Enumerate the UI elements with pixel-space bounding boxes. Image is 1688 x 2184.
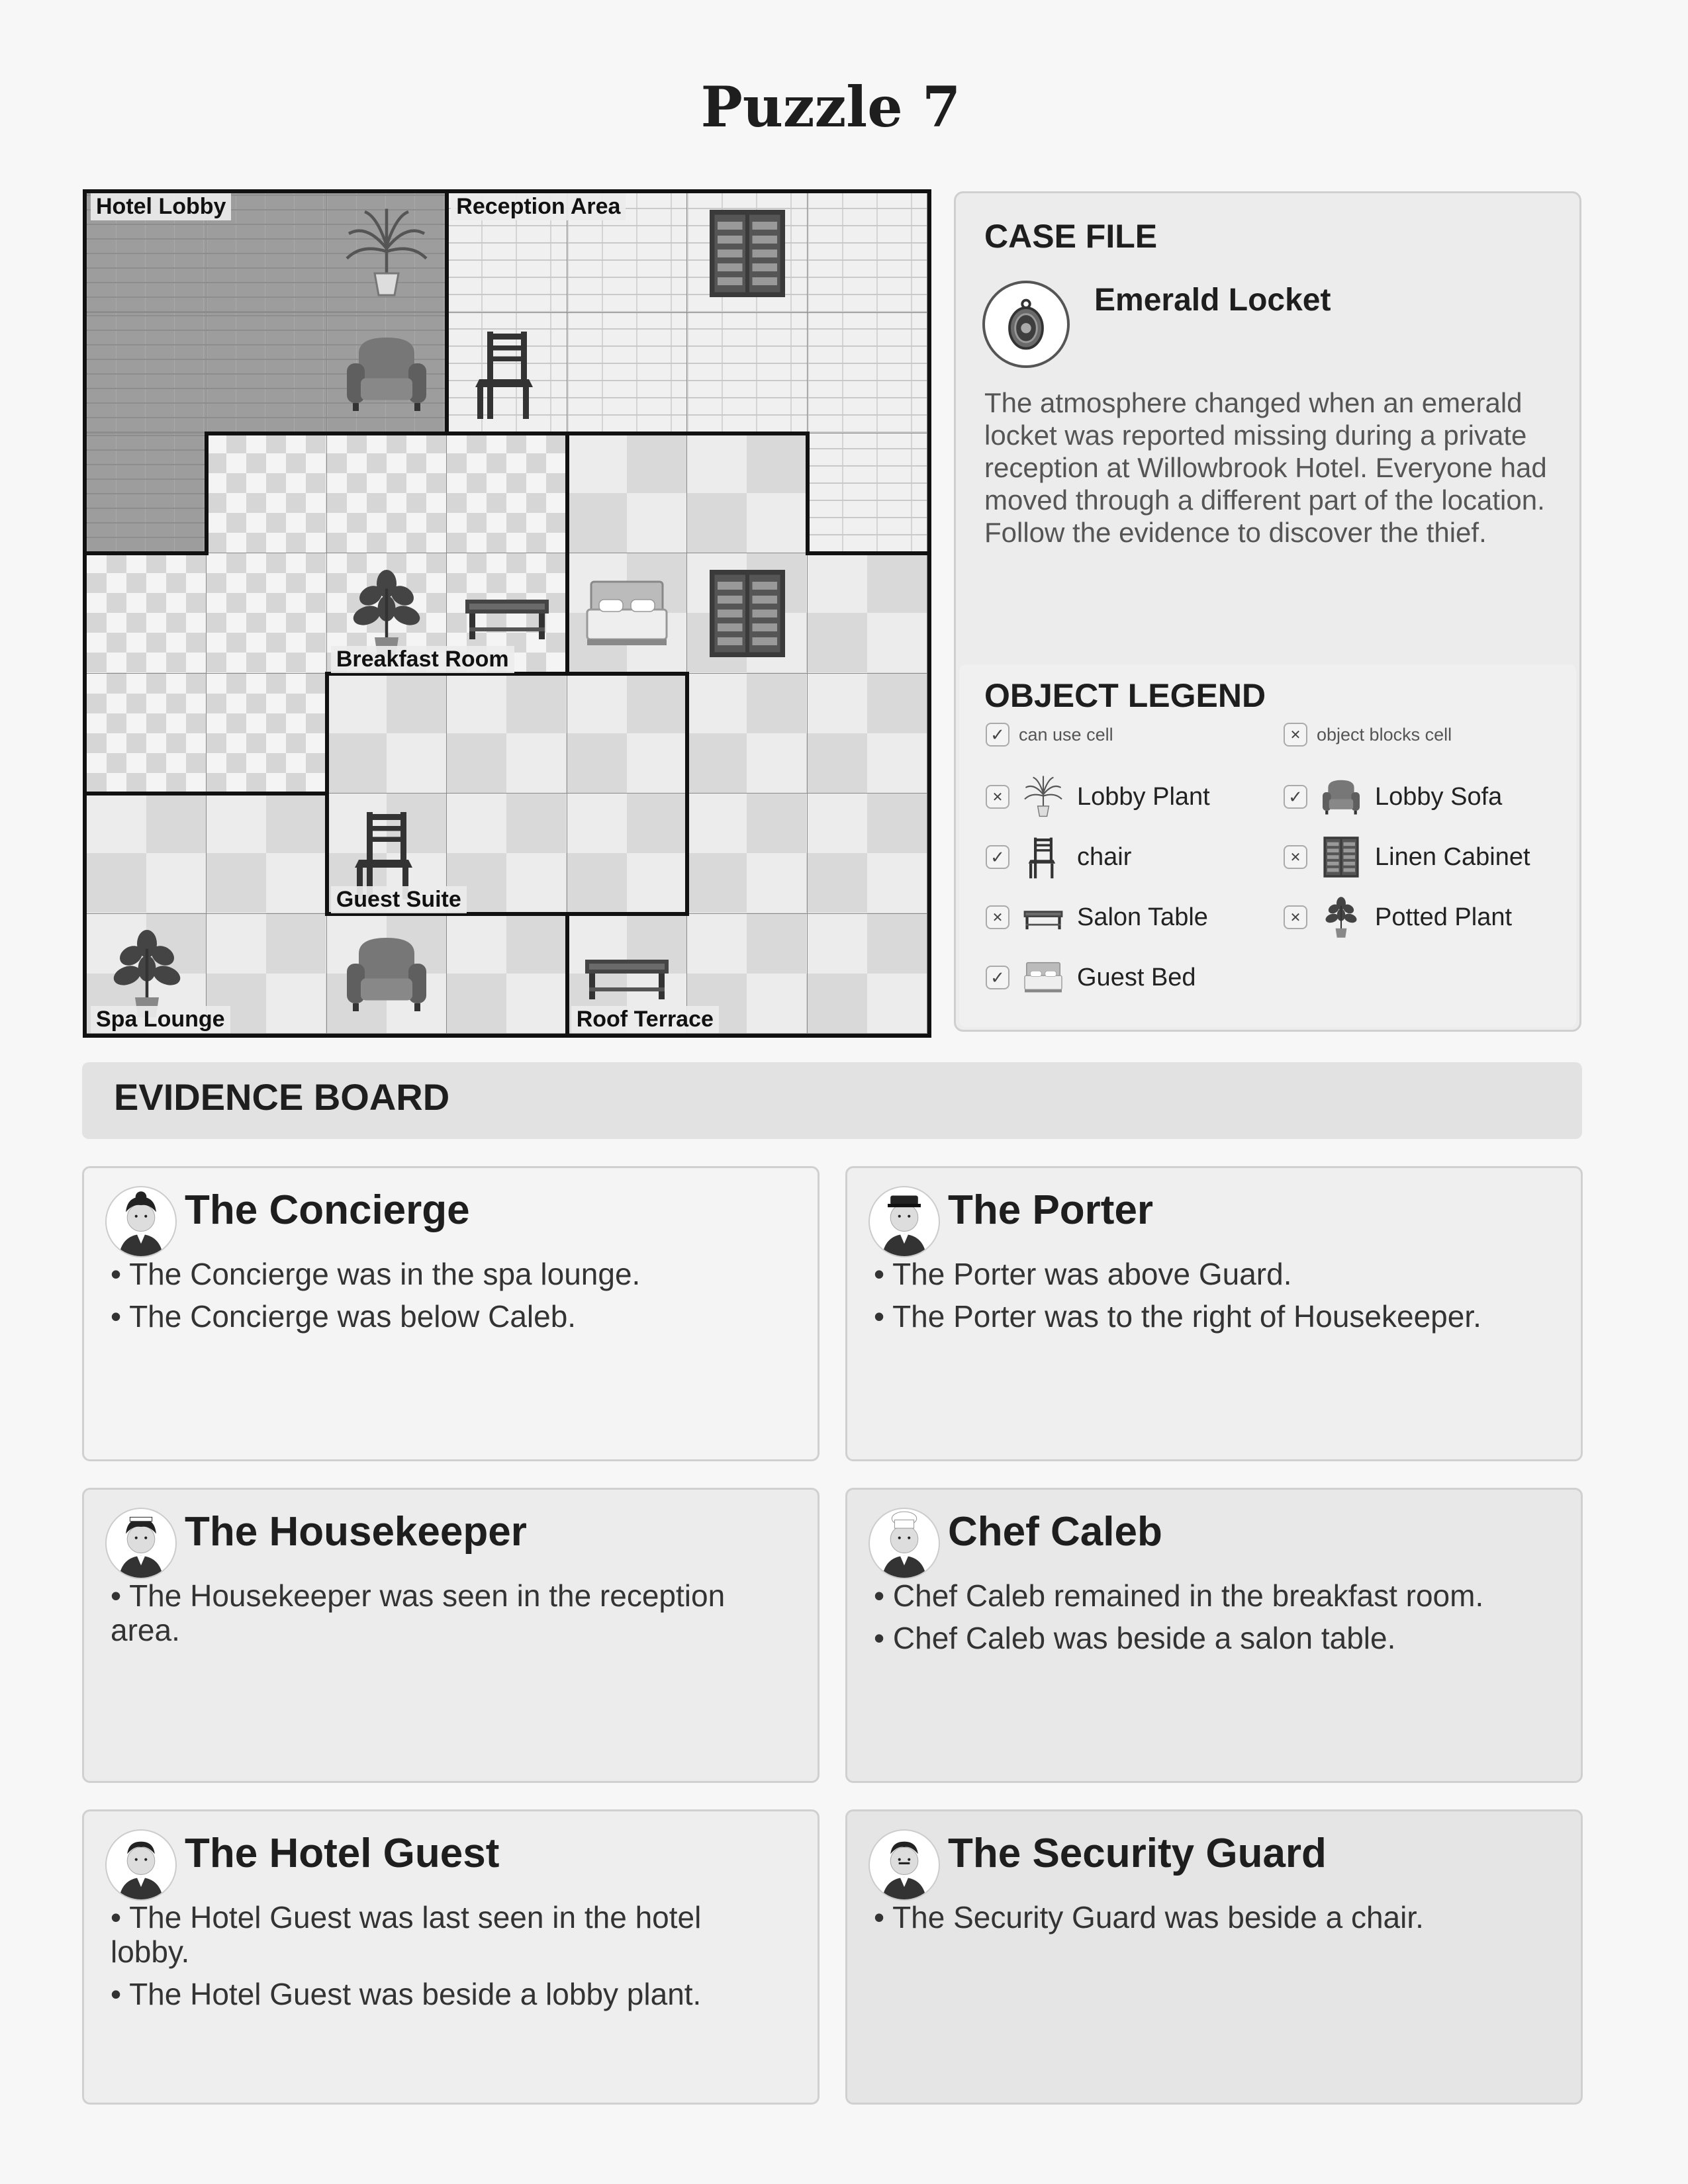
page-title: Puzzle 7 xyxy=(700,74,961,140)
grid-cell-reception-area[interactable] xyxy=(808,433,927,553)
potted-plant-icon xyxy=(1318,894,1364,940)
grid-cell-roof-terrace[interactable] xyxy=(687,674,807,794)
legend-item-label: Linen Cabinet xyxy=(1375,842,1530,871)
suspect-card xyxy=(82,1809,820,2105)
clue-item: • The Porter was to the right of Housekeeper. xyxy=(874,1299,1549,1334)
room-label-breakfast-room: Breakfast Room xyxy=(331,646,514,673)
legend-item-label: Salon Table xyxy=(1077,903,1208,931)
grid-cell-breakfast-room[interactable] xyxy=(327,433,447,553)
grid-cell-guest-suite[interactable] xyxy=(567,794,687,913)
clue-item: • The Hotel Guest was last seen in the hotel lobby. xyxy=(111,1900,786,1969)
room-wall xyxy=(565,432,689,435)
grid-cell-breakfast-room[interactable] xyxy=(87,553,207,673)
check-icon: ✓ xyxy=(1284,785,1307,809)
linen-cabinet-icon xyxy=(687,193,807,313)
room-label-spa-lounge: Spa Lounge xyxy=(91,1006,230,1033)
legend-item-label: Lobby Sofa xyxy=(1375,782,1503,811)
clue-list xyxy=(111,1900,786,2019)
suspect-card xyxy=(82,1166,820,1461)
suspect-name: The Concierge xyxy=(185,1187,470,1233)
grid-cell-roof-terrace[interactable] xyxy=(808,794,927,913)
room-label-hotel-lobby: Hotel Lobby xyxy=(91,193,231,220)
chef-avatar-icon xyxy=(868,1508,940,1579)
room-label-roof-terrace: Roof Terrace xyxy=(571,1006,719,1033)
porter-avatar-icon xyxy=(868,1186,940,1257)
clue-item: • Chef Caleb was beside a salon table. xyxy=(874,1621,1549,1655)
grid-cell-guest-suite[interactable] xyxy=(447,674,567,794)
lobby-plant-icon xyxy=(327,193,447,313)
legend-item-label: Guest Bed xyxy=(1077,963,1196,991)
can-use-key xyxy=(986,723,1113,747)
clue-list xyxy=(874,1578,1549,1663)
cross-icon: ✕ xyxy=(986,785,1009,809)
room-wall xyxy=(205,432,209,555)
suspect-card xyxy=(82,1488,820,1783)
room-wall xyxy=(685,792,689,915)
chair-icon xyxy=(447,313,567,433)
stolen-item-name: Emerald Locket xyxy=(1094,283,1331,318)
clue-list xyxy=(111,1257,786,1342)
grid-cell-roof-terrace[interactable] xyxy=(808,553,927,673)
legend-item-label: Potted Plant xyxy=(1375,903,1513,931)
legend-item xyxy=(1284,834,1530,880)
blocks-label: object blocks cell xyxy=(1317,724,1452,745)
legend-item xyxy=(986,774,1210,820)
grid-cell-hotel-lobby[interactable] xyxy=(87,433,207,553)
room-label-reception-area: Reception Area xyxy=(451,193,626,220)
legend-item xyxy=(986,954,1196,1001)
lobby-sofa-icon xyxy=(327,313,447,433)
suspect-name: The Hotel Guest xyxy=(185,1831,500,1876)
guest-avatar-icon xyxy=(105,1829,177,1901)
grid-cell-spa-lounge[interactable] xyxy=(447,914,567,1034)
room-label-guest-suite: Guest Suite xyxy=(331,886,467,913)
clue-item: • The Porter was above Guard. xyxy=(874,1257,1549,1291)
grid-cell-reception-area[interactable] xyxy=(687,313,807,433)
check-icon: ✓ xyxy=(986,845,1009,869)
grid-cell-guest-suite[interactable] xyxy=(567,674,687,794)
room-wall xyxy=(685,432,809,435)
legend-item-label: Lobby Plant xyxy=(1077,782,1210,811)
grid-cell-roof-terrace[interactable] xyxy=(687,794,807,913)
room-wall xyxy=(685,672,689,796)
room-wall xyxy=(85,792,209,796)
linen-cabinet-icon xyxy=(1318,834,1364,880)
room-wall xyxy=(205,792,328,796)
legend-item xyxy=(1284,774,1502,820)
cross-icon: ✕ xyxy=(1284,905,1307,929)
clue-item: • The Security Guard was beside a chair. xyxy=(874,1900,1549,1934)
room-wall xyxy=(325,672,329,796)
suspect-name: The Security Guard xyxy=(948,1831,1327,1876)
clue-list xyxy=(874,1257,1549,1342)
suspect-card xyxy=(845,1166,1583,1461)
concierge-avatar-icon xyxy=(105,1186,177,1257)
clue-item: • The Housekeeper was seen in the reception area. xyxy=(111,1578,786,1647)
room-wall xyxy=(806,432,810,555)
can-use-label: can use cell xyxy=(1019,724,1113,745)
grid-cell-breakfast-room[interactable] xyxy=(207,433,326,553)
clue-item: • The Hotel Guest was beside a lobby plant. xyxy=(111,1977,786,2011)
housekeeper-avatar-icon xyxy=(105,1508,177,1579)
grid-cell-roof-terrace[interactable] xyxy=(808,914,927,1034)
grid-cell-breakfast-room[interactable] xyxy=(87,674,207,794)
legend-item-label: chair xyxy=(1077,842,1132,871)
grid-cell-hotel-lobby[interactable] xyxy=(207,313,326,433)
grid-cell-roof-terrace[interactable] xyxy=(567,433,687,553)
room-wall xyxy=(806,551,929,555)
cross-icon: ✕ xyxy=(1284,845,1307,869)
guard-avatar-icon xyxy=(868,1829,940,1901)
evidence-heading: EVIDENCE BOARD xyxy=(114,1076,450,1118)
legend-heading: OBJECT LEGEND xyxy=(984,677,1266,714)
grid-cell-roof-terrace[interactable] xyxy=(687,433,807,553)
guest-bed-icon xyxy=(567,553,687,673)
suspect-name: The Porter xyxy=(948,1187,1154,1233)
case-description: The atmosphere changed when an emerald locket was reported missing during a private reception at Willowbrook Hotel. Everyone had moved through a different part of the location. Follow the evidence to discover the thief. xyxy=(984,387,1547,548)
clue-list xyxy=(874,1900,1549,1942)
legend-item xyxy=(1284,894,1512,940)
grid-cell-breakfast-room[interactable] xyxy=(207,674,326,794)
suspect-card xyxy=(845,1488,1583,1783)
check-icon: ✓ xyxy=(986,966,1009,989)
grid-cell-guest-suite[interactable] xyxy=(327,674,447,794)
lobby-sofa-icon xyxy=(1318,774,1364,820)
case-file-heading: CASE FILE xyxy=(984,218,1158,255)
clue-list xyxy=(111,1578,786,1655)
clue-item: • The Concierge was in the spa lounge. xyxy=(111,1257,786,1291)
check-icon: ✓ xyxy=(986,723,1009,747)
clue-item: • Chef Caleb remained in the breakfast room. xyxy=(874,1578,1549,1613)
suspect-card xyxy=(845,1809,1583,2105)
legend-item xyxy=(986,834,1131,880)
object-legend xyxy=(959,664,1576,1027)
cross-icon: ✕ xyxy=(986,905,1009,929)
locket-icon xyxy=(982,281,1070,368)
chair-icon xyxy=(1020,834,1066,880)
room-wall xyxy=(565,432,569,555)
grid-cell-roof-terrace[interactable] xyxy=(808,674,927,794)
evidence-board-header xyxy=(82,1062,1582,1139)
suspect-name: Chef Caleb xyxy=(948,1509,1162,1555)
case-file-panel xyxy=(954,191,1581,1032)
grid-cell-reception-area[interactable] xyxy=(567,313,687,433)
suspect-name: The Housekeeper xyxy=(185,1509,527,1555)
cross-icon: ✕ xyxy=(1284,723,1307,747)
blocks-key xyxy=(1284,723,1452,747)
grid-cell-breakfast-room[interactable] xyxy=(207,553,326,673)
puzzle-grid xyxy=(83,189,931,1038)
room-wall xyxy=(85,551,209,555)
legend-item xyxy=(986,894,1208,940)
room-wall xyxy=(205,432,328,435)
grid-cell-spa-lounge[interactable] xyxy=(87,794,207,913)
grid-cell-breakfast-room[interactable] xyxy=(447,433,567,553)
grid-cell-reception-area[interactable] xyxy=(808,193,927,313)
guest-bed-icon xyxy=(1020,954,1066,1001)
lobby-sofa-icon xyxy=(327,914,447,1034)
linen-cabinet-icon xyxy=(687,553,807,673)
salon-table-icon xyxy=(1020,894,1066,940)
grid-cell-hotel-lobby[interactable] xyxy=(87,313,207,433)
grid-cell-spa-lounge[interactable] xyxy=(207,794,326,913)
clue-item: • The Concierge was below Caleb. xyxy=(111,1299,786,1334)
grid-cell-reception-area[interactable] xyxy=(808,313,927,433)
lobby-plant-icon xyxy=(1020,774,1066,820)
